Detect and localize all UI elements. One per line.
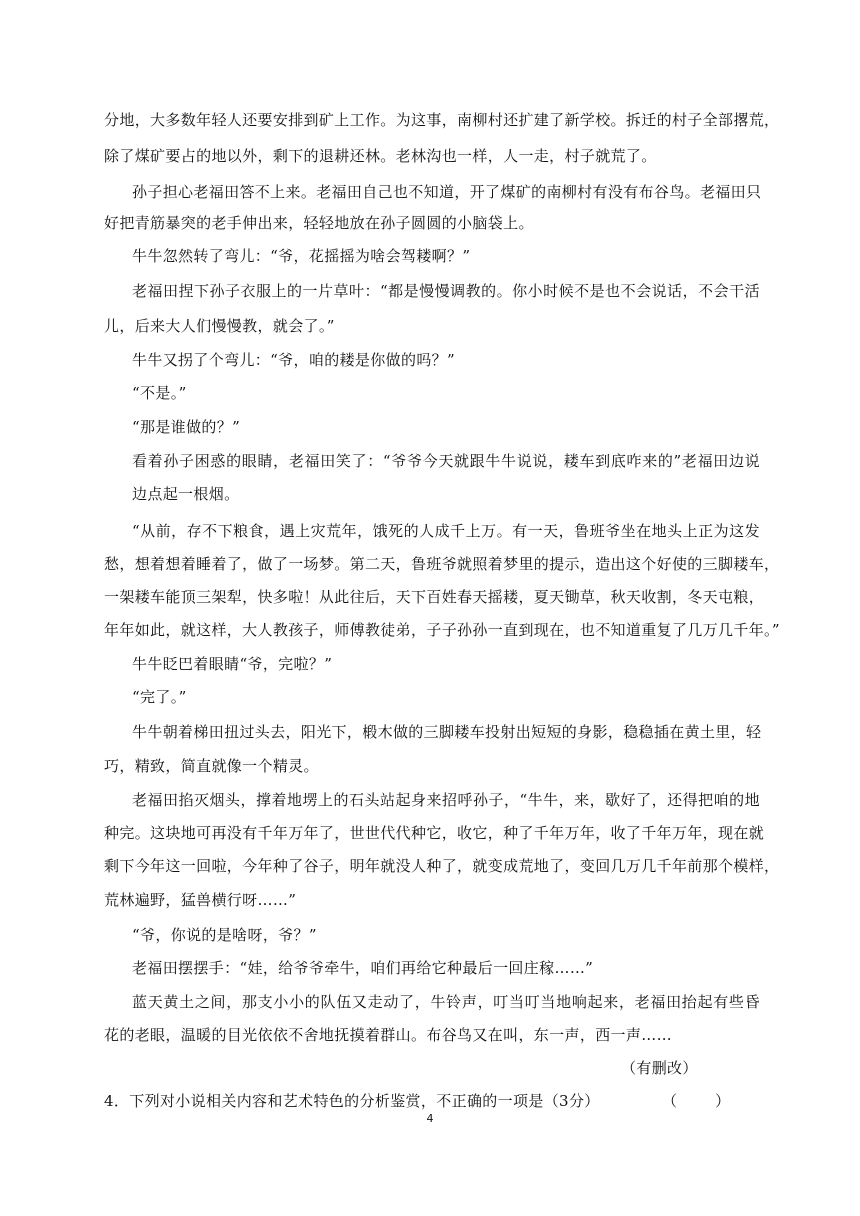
text-line-19: 牛牛朝着梯田扭过头去，阳光下，椴木做的三脚耧车投射出短短的身影，稳稳插在黄土里，轻 bbox=[132, 723, 762, 741]
text-line-27: 蓝天黄土之间，那支小小的队伍又走动了，牛铃声，叮当叮当地响起来，老福田抬起有些昏 bbox=[132, 993, 760, 1011]
text-line-12: 边点起一根烟。 bbox=[132, 485, 240, 503]
text-line-2: 除了煤矿要占的地以外，剩下的退耕还林。老林沟也一样，人一走，村子就荒了。 bbox=[104, 147, 657, 165]
text-line-3: 孙子担心老福田答不上来。老福田自己也不知道，开了煤矿的南柳村有没有布谷鸟。老福田只 bbox=[132, 183, 762, 201]
text-line-4: 好把青筋暴突的老手伸出来，轻轻地放在孙子圆圆的小脑袋上。 bbox=[104, 214, 534, 232]
text-line-9: “不是。” bbox=[132, 384, 187, 402]
text-line-21: 老福田掐灭烟头，撑着地塄上的石头站起身来招呼孙子，“牛牛，来，歇好了，还得把咱的地 bbox=[132, 791, 760, 809]
text-line-6: 老福田捏下孙子衣服上的一片草叶：“都是慢慢调教的。你小时候不是也不会说话，不会干活 bbox=[132, 282, 760, 300]
text-line-8: 牛牛又拐了个弯儿：“爷，咱的耧是你做的吗？” bbox=[132, 351, 456, 369]
text-line-17: 牛牛眨巴着眼睛“爷，完啦？” bbox=[132, 655, 333, 673]
answer-blank: （ ） bbox=[662, 1092, 731, 1110]
text-line-13: “从前，存不下粮食，遇上灾荒年，饿死的人成千上万。有一天，鲁班爷坐在地头上正为这发 bbox=[132, 522, 760, 540]
text-line-5: 牛牛忽然转了弯儿：“爷，花摇摇为啥会驾耧啊？” bbox=[132, 247, 471, 265]
text-line-11: 看着孙子困惑的眼睛，老福田笑了：“爷爷今天就跟牛牛说说，耧车到底咋来的”老福田边说 bbox=[132, 452, 760, 470]
page-number: 4 bbox=[426, 1112, 434, 1125]
text-line-1: 分地，大多数年轻人还要安排到矿上工作。为这事，南柳村还扩建了新学校。拆迁的村子全部撂荒， bbox=[104, 111, 780, 129]
text-line-24: 荒林遍野，猛兽横行呀……” bbox=[104, 891, 297, 909]
text-line-20: 巧，精致，简直就像一个精灵。 bbox=[104, 757, 319, 775]
text-line-22: 种完。这块地可再没有千年万年了，世世代代种它，收它，种了千年万年，收了千年万年，现在就 bbox=[104, 824, 765, 842]
text-line-18: “完了。” bbox=[132, 688, 187, 706]
text-line-28: 花的老眼，温暖的目光依依不舍地抚摸着群山。布谷鸟又在叫，东一声，西一声…… bbox=[104, 1026, 672, 1044]
question-4: 4．下列对小说相关内容和艺术特色的分析鉴赏，不正确的一项是（3分） bbox=[104, 1092, 600, 1110]
text-line-26: 老福田摆摆手：“娃，给爷爷牵牛，咱们再给它种最后一回庄稼……” bbox=[132, 959, 594, 977]
text-line-23: 剩下今年这一回啦，今年种了谷子，明年就没人种了，就变成荒地了，变回几万几千年前那个模样， bbox=[104, 857, 780, 875]
text-line-16: 年年如此，就这样，大人教孩子，师傅教徒弟，子子孙孙一直到现在，也不知道重复了几万几千年。” bbox=[104, 621, 780, 639]
text-line-25: “爷，你说的是啥呀，爷？” bbox=[132, 926, 317, 944]
text-line-14: 愁，想着想着睡着了，做了一场梦。第二天，鲁班爷就照着梦里的提示，造出这个好使的三脚耧车， bbox=[104, 555, 780, 573]
text-line-15: 一架耧车能顶三架犁，快多啦！从此往后，天下百姓春天摇耧，夏天锄草，秋天收割，冬天屯粮， bbox=[104, 588, 765, 606]
text-line-10: “那是谁做的？” bbox=[132, 418, 241, 436]
text-line-7: 儿，后来大人们慢慢教，就会了。” bbox=[104, 317, 335, 335]
source-note: （有删改） bbox=[621, 1059, 698, 1077]
